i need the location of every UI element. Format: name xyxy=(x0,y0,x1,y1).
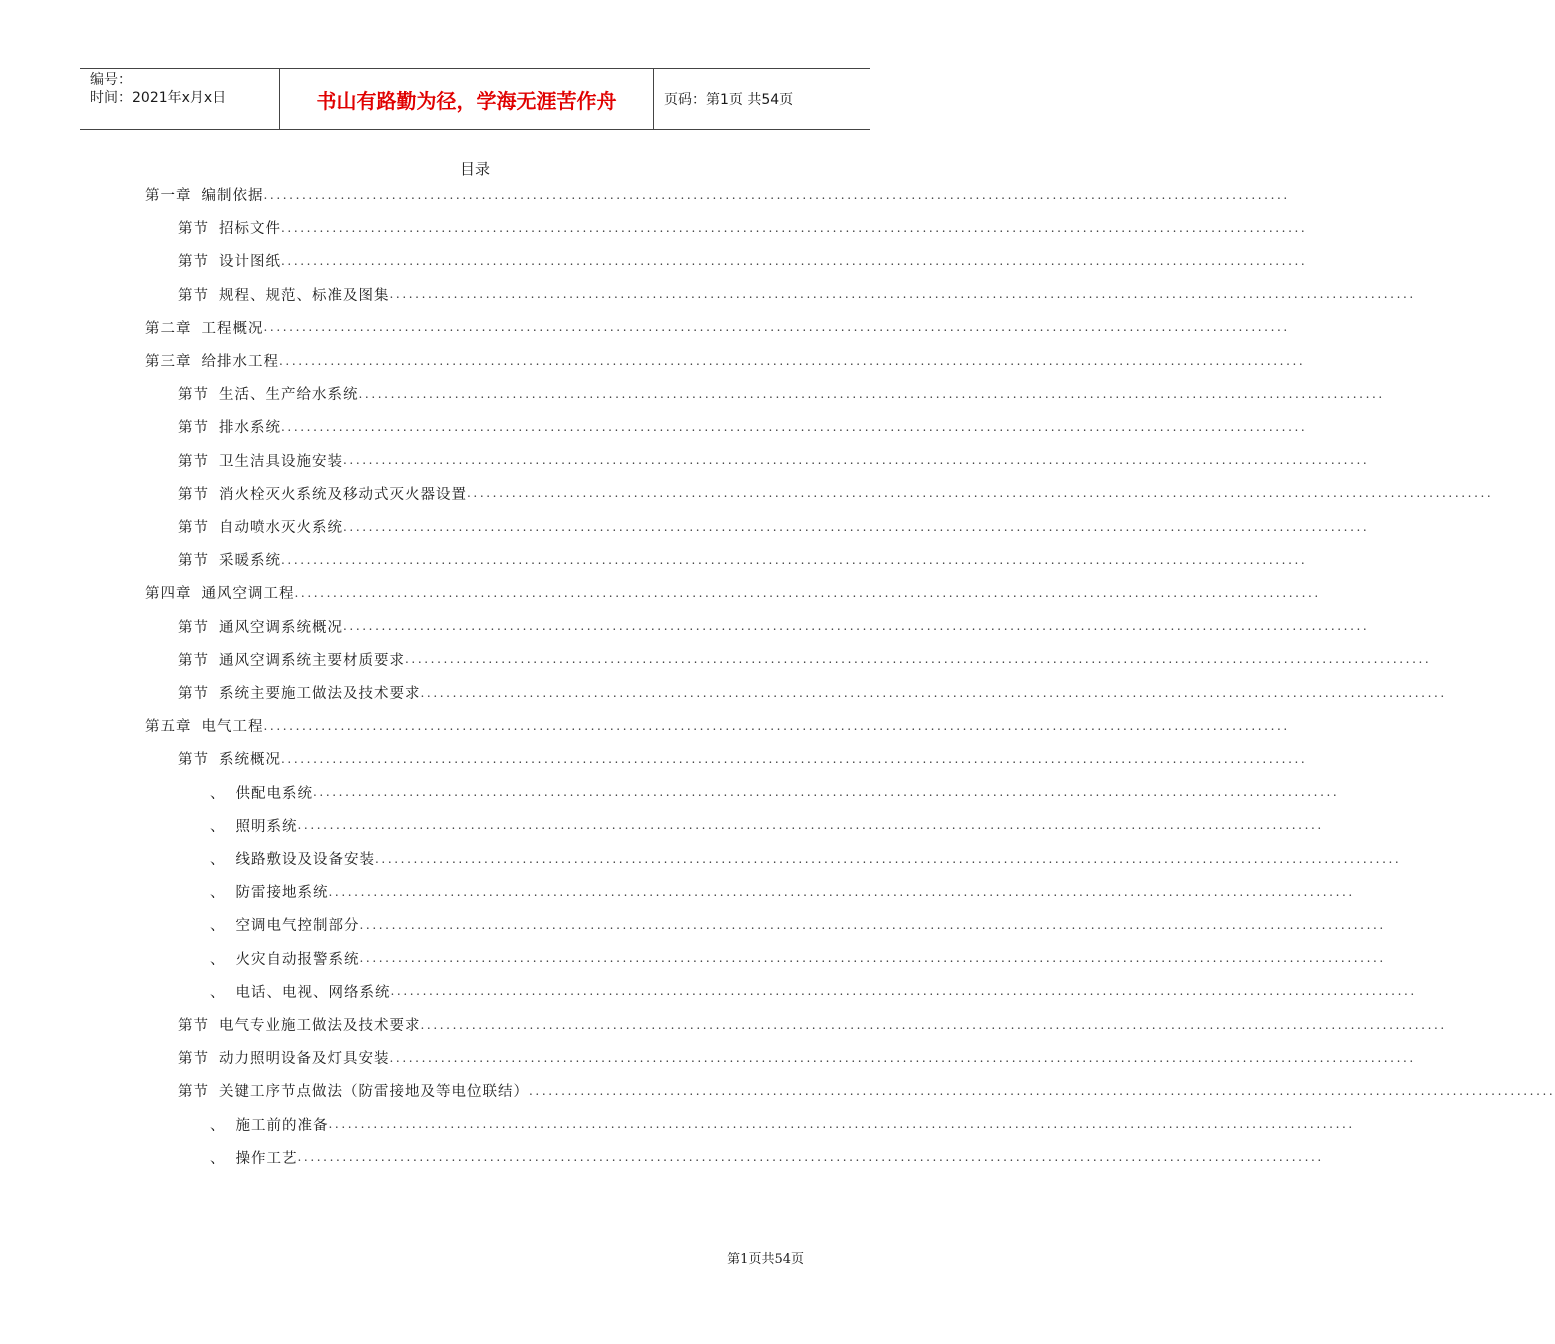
header-motto: 书山有路勤为径，学海无涯苦作舟 xyxy=(280,69,654,129)
toc-entry[interactable] xyxy=(178,1008,1447,1041)
toc-entry[interactable] xyxy=(178,643,1432,676)
toc-leader-dots: ................................................................................................................................................................ xyxy=(358,386,1385,401)
toc-entry[interactable] xyxy=(178,1074,1555,1107)
toc-entry-label xyxy=(178,284,390,305)
toc-entry[interactable] xyxy=(178,244,1308,277)
header-page-number: 页码：第1页 共54页 xyxy=(664,92,794,108)
toc-entry[interactable] xyxy=(178,477,1494,510)
toc-entry-prefix: 第节 xyxy=(178,420,209,437)
toc-leader-dots: ................................................................................................................................................................ xyxy=(297,1150,1324,1165)
toc-entry[interactable] xyxy=(210,875,1355,908)
toc-leader-dots: ................................................................................................................................................................ xyxy=(359,951,1386,966)
toc-entry-prefix: 第节 xyxy=(178,221,209,238)
toc-entry-prefix: 、 xyxy=(210,852,226,868)
toc-entry-prefix: 第节 xyxy=(178,486,209,503)
toc-entry[interactable] xyxy=(210,809,1324,842)
toc-entry[interactable] xyxy=(178,543,1308,576)
toc-entry-label xyxy=(210,948,360,969)
toc-entry-prefix: 、 xyxy=(210,951,226,968)
toc-entry[interactable] xyxy=(178,1041,1416,1074)
toc-entry-label xyxy=(178,217,281,238)
toc-entry[interactable] xyxy=(178,278,1416,311)
toc-leader-dots: ................................................................................................................................................................ xyxy=(359,917,1386,932)
toc-entry-label xyxy=(178,450,343,471)
toc-entry-label xyxy=(210,815,298,836)
toc-entry-label xyxy=(145,350,279,371)
toc-entry-label xyxy=(210,848,375,869)
toc-entry[interactable] xyxy=(210,1141,1324,1174)
toc-entry-label xyxy=(210,914,360,935)
toc-entry[interactable] xyxy=(178,742,1308,775)
toc-leader-dots: ................................................................................................................................................................ xyxy=(281,552,1308,567)
toc-leader-dots: ................................................................................................................................................................ xyxy=(281,220,1308,235)
toc-leader-dots: ................................................................................................................................................................ xyxy=(343,453,1370,468)
toc-entry-prefix: 第一章 xyxy=(145,188,192,204)
toc-leader-dots: ................................................................................................................................................................ xyxy=(263,187,1290,202)
toc-title: 目录 xyxy=(459,160,490,178)
toc-entry-text: 操作工艺 xyxy=(235,1150,298,1167)
toc-entry-text: 招标文件 xyxy=(219,221,281,238)
toc-entry-label xyxy=(178,549,281,570)
toc-entry-prefix: 第节 xyxy=(178,287,209,304)
toc-entry[interactable] xyxy=(178,610,1370,643)
toc-entry-prefix: 第节 xyxy=(178,553,209,570)
toc-leader-dots: ................................................................................................................................................................ xyxy=(263,320,1290,335)
toc-entry[interactable] xyxy=(145,709,1290,742)
toc-entry-text: 设计图纸 xyxy=(219,254,281,271)
toc-entry-label xyxy=(145,317,264,338)
toc-leader-dots: ................................................................................................................................................................ xyxy=(389,1050,1416,1065)
toc-leader-dots: ................................................................................................................................................................ xyxy=(328,884,1355,899)
toc-entry-label xyxy=(145,582,295,603)
toc-entry[interactable] xyxy=(145,576,1321,609)
toc-entry-prefix: 、 xyxy=(210,885,226,902)
toc-entry-text: 自动喷水灭火系统 xyxy=(219,520,343,536)
toc-entry[interactable] xyxy=(210,942,1386,975)
toc-entry-label xyxy=(178,1014,421,1035)
toc-entry-text: 通风空调系统概况 xyxy=(219,619,343,636)
toc-entry-text: 系统概况 xyxy=(219,752,281,769)
toc-leader-dots: ................................................................................................................................................................ xyxy=(343,519,1370,534)
toc-entry-text: 供配电系统 xyxy=(235,785,313,802)
header-meta xyxy=(80,69,280,129)
toc-entry-text: 编制依据 xyxy=(201,188,264,204)
toc-entry[interactable] xyxy=(178,377,1385,410)
toc-entry-text: 电气专业施工做法及技术要求 xyxy=(219,1018,421,1034)
toc-entry-text: 消火栓灭火系统及移动式灭火器设置 xyxy=(219,486,467,503)
toc-entry-label xyxy=(178,1080,529,1101)
toc-leader-dots: ................................................................................................................................................................ xyxy=(281,751,1308,766)
toc-entry-text: 施工前的准备 xyxy=(235,1117,329,1134)
toc-entry-text: 动力照明设备及灯具安装 xyxy=(219,1051,390,1068)
toc-leader-dots: ................................................................................................................................................................ xyxy=(420,685,1447,700)
toc-entry-label xyxy=(210,782,313,803)
toc-entry-text: 关键工序节点做法（防雷接地及等电位联结） xyxy=(219,1084,529,1101)
toc-entry-text: 规程、规范、标准及图集 xyxy=(219,287,390,304)
toc-entry-prefix: 第节 xyxy=(178,387,209,404)
toc-entry-prefix: 第节 xyxy=(178,652,209,669)
toc-entry-text: 排水系统 xyxy=(219,420,281,437)
toc-entry-label xyxy=(210,881,329,902)
toc-entry[interactable] xyxy=(145,311,1290,344)
toc-entry-text: 采暖系统 xyxy=(219,553,281,570)
toc-entry-prefix: 、 xyxy=(210,1117,226,1134)
toc-entry-label xyxy=(178,383,359,404)
toc-entry[interactable] xyxy=(178,510,1370,543)
toc-entry-label xyxy=(178,516,343,537)
toc-leader-dots: ................................................................................................................................................................ xyxy=(281,253,1308,268)
toc-entry-prefix: 第节 xyxy=(178,752,209,769)
document-time-label: 时间：2021年x月x日 xyxy=(90,90,227,106)
toc-leader-dots: ................................................................................................................................................................ xyxy=(263,718,1290,733)
toc-entry-text: 电气工程 xyxy=(201,719,264,736)
toc-leader-dots: ................................................................................................................................................................ xyxy=(405,652,1432,667)
toc-entry[interactable] xyxy=(178,211,1308,244)
toc-entry-text: 通风空调工程 xyxy=(201,586,295,603)
toc-entry[interactable] xyxy=(210,975,1417,1008)
toc-entry-label xyxy=(210,1147,298,1168)
toc-entry-prefix: 、 xyxy=(210,918,226,935)
toc-entry-prefix: 、 xyxy=(210,1150,226,1167)
toc-entry-label xyxy=(178,483,467,504)
toc-entry-text: 火灾自动报警系统 xyxy=(235,951,360,968)
toc-entry-label xyxy=(178,416,281,437)
page-header xyxy=(80,68,870,130)
toc-entry-label xyxy=(210,981,391,1002)
toc-entry-label xyxy=(178,748,281,769)
toc-entry-prefix: 第四章 xyxy=(145,586,192,603)
toc-entry-prefix: 、 xyxy=(210,818,226,835)
toc-leader-dots: ................................................................................................................................................................ xyxy=(279,353,1306,368)
toc-entry-label xyxy=(178,616,343,637)
toc-entry[interactable] xyxy=(178,410,1308,443)
toc-entry-prefix: 第节 xyxy=(178,254,209,271)
toc-leader-dots: ................................................................................................................................................................ xyxy=(343,619,1370,634)
toc-entry-text: 电话、电视、网络系统 xyxy=(235,984,391,1001)
toc-entry-prefix: 、 xyxy=(210,785,226,802)
toc-entry[interactable] xyxy=(145,178,1290,211)
toc-entry-prefix: 第三章 xyxy=(145,354,192,370)
toc-entry-prefix: 第节 xyxy=(178,520,209,536)
toc-entry-label xyxy=(178,682,421,703)
toc-entry-prefix: 第节 xyxy=(178,1018,209,1034)
toc-entry-text: 系统主要施工做法及技术要求 xyxy=(219,686,421,702)
document-number-label: 编号： xyxy=(90,72,132,88)
toc-entry-text: 防雷接地系统 xyxy=(235,885,329,902)
toc-entry[interactable] xyxy=(210,908,1386,941)
toc-leader-dots: ................................................................................................................................................................ xyxy=(313,785,1340,800)
toc-entry-prefix: 、 xyxy=(210,984,226,1001)
toc-leader-dots: ................................................................................................................................................................ xyxy=(297,818,1324,833)
toc-entry-label xyxy=(178,250,281,271)
toc-leader-dots: ................................................................................................................................................................ xyxy=(281,419,1308,434)
toc-leader-dots: ................................................................................................................................................................ xyxy=(328,1117,1355,1132)
toc-entry-prefix: 第节 xyxy=(178,1084,209,1101)
toc-entry-text: 工程概况 xyxy=(201,320,264,337)
toc-entry[interactable] xyxy=(210,1108,1355,1141)
toc-entry-text: 空调电气控制部分 xyxy=(235,918,360,935)
toc-leader-dots: ................................................................................................................................................................ xyxy=(529,1083,1555,1098)
toc-entry-prefix: 第节 xyxy=(178,619,209,636)
toc-entry-prefix: 第五章 xyxy=(145,719,192,736)
toc-entry-label xyxy=(145,184,264,205)
toc-entry-label xyxy=(210,1114,329,1135)
toc-entry[interactable] xyxy=(145,344,1306,377)
toc-leader-dots: ................................................................................................................................................................ xyxy=(420,1017,1447,1032)
toc-entry-prefix: 第节 xyxy=(178,453,209,470)
toc-entry[interactable] xyxy=(210,842,1402,875)
toc-entry-label xyxy=(178,649,405,670)
toc-entry-prefix: 第节 xyxy=(178,1051,209,1068)
toc-entry[interactable] xyxy=(178,444,1370,477)
toc-entry-label xyxy=(145,715,264,736)
toc-entry[interactable] xyxy=(178,676,1447,709)
toc-entry-prefix: 第节 xyxy=(178,686,209,702)
toc-entry-text: 生活、生产给水系统 xyxy=(219,387,359,404)
toc-entry-label xyxy=(178,1047,390,1068)
toc-entry-prefix: 第二章 xyxy=(145,320,192,337)
toc-leader-dots: ................................................................................................................................................................ xyxy=(390,984,1417,999)
toc-entry-text: 卫生洁具设施安装 xyxy=(219,453,343,470)
toc-leader-dots: ................................................................................................................................................................ xyxy=(294,585,1321,600)
footer-page-number: 第1页共54页 xyxy=(727,1252,804,1267)
toc-entry-text: 照明系统 xyxy=(235,818,298,835)
toc-leader-dots: ................................................................................................................................................................ xyxy=(389,287,1416,302)
toc-leader-dots: ................................................................................................................................................................ xyxy=(375,851,1402,866)
toc-entry-text: 线路敷设及设备安装 xyxy=(235,852,375,868)
toc-entry-text: 通风空调系统主要材质要求 xyxy=(219,652,405,669)
toc-entry[interactable] xyxy=(210,776,1340,809)
toc-leader-dots: ................................................................................................................................................................ xyxy=(467,486,1494,501)
toc-entry-text: 给排水工程 xyxy=(201,354,279,370)
